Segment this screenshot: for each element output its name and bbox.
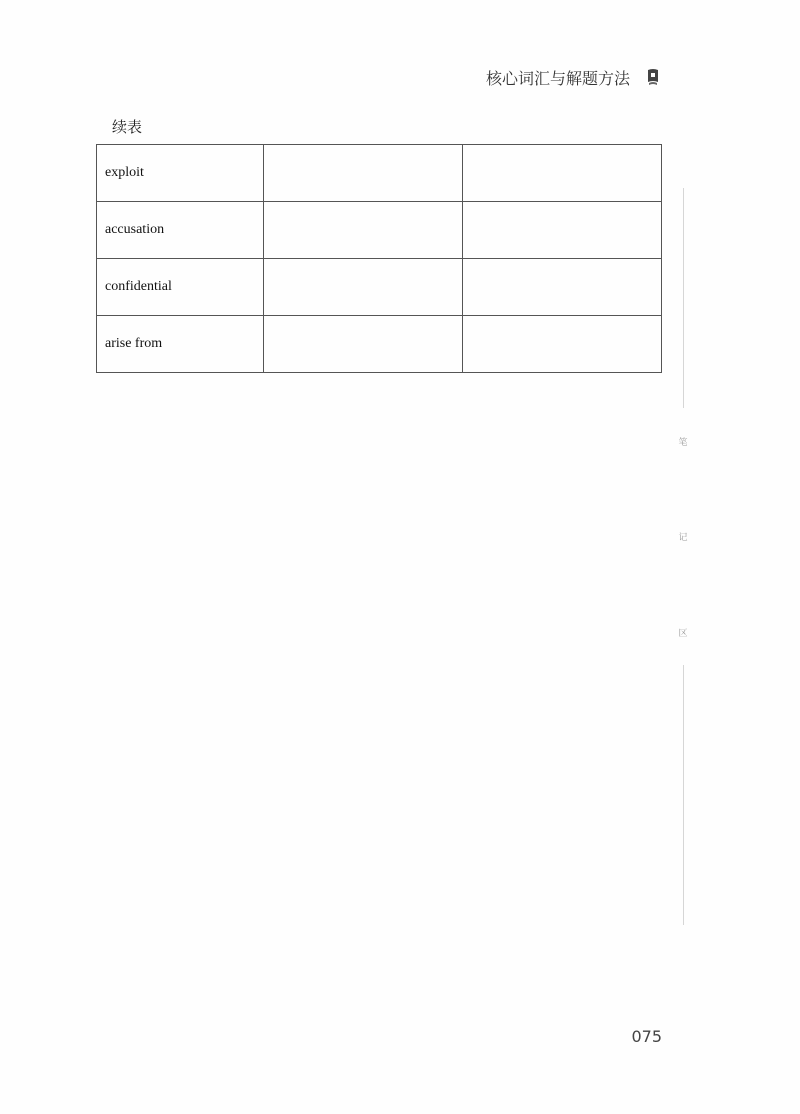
continued-table-label: 续表: [112, 118, 143, 136]
notes-divider-top: [683, 188, 684, 408]
table-row: [97, 259, 662, 316]
notes-label-char: 区: [678, 629, 688, 639]
blank-cell[interactable]: [264, 145, 463, 202]
term-cell: accusation: [97, 202, 264, 259]
notes-divider-bottom: [683, 665, 684, 925]
blank-cell[interactable]: [264, 316, 463, 373]
term-cell: confidential: [97, 259, 264, 316]
blank-cell[interactable]: [264, 202, 463, 259]
vocabulary-table: [96, 144, 662, 373]
book-badge-icon: [645, 68, 661, 86]
table-row: [97, 316, 662, 373]
notes-label-char: 笔: [678, 438, 688, 448]
blank-cell[interactable]: [264, 259, 463, 316]
blank-cell[interactable]: [463, 316, 662, 373]
page-number: 075: [631, 1027, 662, 1046]
blank-cell[interactable]: [463, 145, 662, 202]
blank-cell[interactable]: [463, 259, 662, 316]
notes-label-char: 记: [678, 533, 688, 543]
table-row: [97, 145, 662, 202]
table-row: [97, 202, 662, 259]
term-cell: exploit: [97, 145, 264, 202]
blank-cell[interactable]: [463, 202, 662, 259]
running-header-title: 核心词汇与解题方法: [485, 69, 630, 88]
term-cell: arise from: [97, 316, 264, 373]
